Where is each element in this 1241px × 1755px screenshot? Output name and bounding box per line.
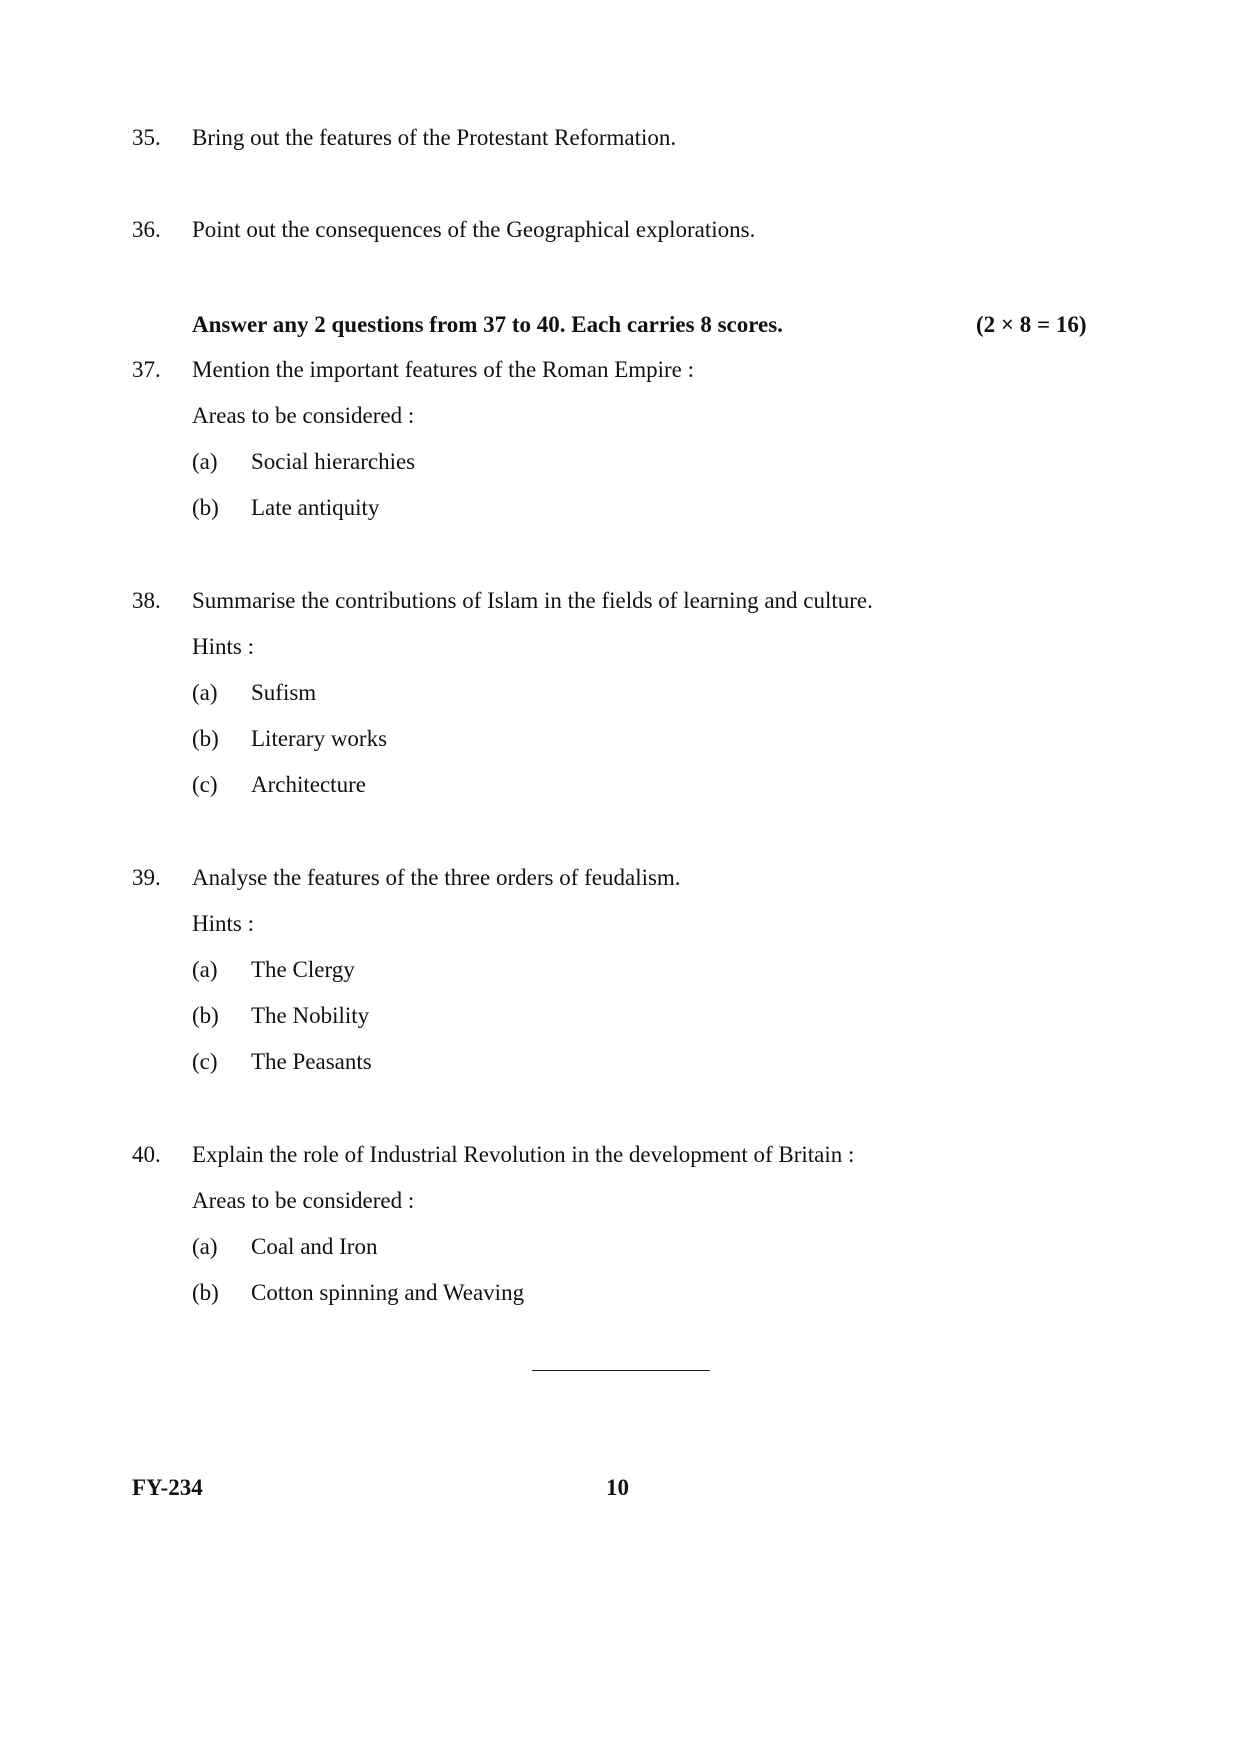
question-37-text: Mention the important features of the Roman Empire : — [192, 357, 695, 382]
question-38-number: 38. — [132, 588, 161, 613]
question-37-number: 37. — [132, 357, 161, 382]
question-37-item-a-letter: (a) — [192, 449, 218, 474]
question-38-item-b-text: Literary works — [251, 726, 388, 751]
question-40-item-b-letter: (b) — [192, 1280, 219, 1305]
question-40-number: 40. — [132, 1142, 161, 1167]
question-38-item-c-letter: (c) — [192, 772, 218, 797]
question-40-item-b-text: Cotton spinning and Weaving — [251, 1280, 525, 1305]
footer-page-number: 10 — [606, 1475, 629, 1500]
question-40-text: Explain the role of Industrial Revolution in the development of Britain : — [192, 1142, 855, 1167]
section-instruction: Answer any 2 questions from 37 to 40. Each carries 8 scores. — [192, 312, 783, 337]
footer-paper-code: FY-234 — [132, 1475, 203, 1500]
question-40-sublabel: Areas to be considered : — [192, 1188, 415, 1213]
end-rule-divider — [532, 1370, 710, 1371]
question-38-sublabel: Hints : — [192, 634, 254, 659]
question-39-item-c-letter: (c) — [192, 1049, 218, 1074]
question-37-item-b-text: Late antiquity — [251, 495, 380, 520]
question-39-number: 39. — [132, 865, 161, 890]
question-39-text: Analyse the features of the three orders of feudalism. — [192, 865, 681, 890]
question-39-item-a-text: The Clergy — [251, 957, 355, 982]
question-38-item-a-text: Sufism — [251, 680, 317, 705]
question-36-text: Point out the consequences of the Geographical explorations. — [192, 217, 756, 242]
question-35-number: 35. — [132, 125, 161, 150]
question-39-sublabel: Hints : — [192, 911, 254, 936]
question-40-item-a-text: Coal and Iron — [251, 1234, 378, 1259]
question-38-item-a-letter: (a) — [192, 680, 218, 705]
question-40-item-a-letter: (a) — [192, 1234, 218, 1259]
question-38-item-b-letter: (b) — [192, 726, 219, 751]
question-39-item-b-letter: (b) — [192, 1003, 219, 1028]
question-37-item-b-letter: (b) — [192, 495, 219, 520]
question-39-item-a-letter: (a) — [192, 957, 218, 982]
question-38-item-c-text: Architecture — [251, 772, 366, 797]
question-37-item-a-text: Social hierarchies — [251, 449, 416, 474]
question-39-item-c-text: The Peasants — [251, 1049, 372, 1074]
question-38-text: Summarise the contributions of Islam in the fields of learning and culture. — [192, 588, 873, 613]
question-37-sublabel: Areas to be considered : — [192, 403, 415, 428]
question-36-number: 36. — [132, 217, 161, 242]
question-35-text: Bring out the features of the Protestant Reformation. — [192, 125, 677, 150]
question-39-item-b-text: The Nobility — [251, 1003, 370, 1028]
section-marks: (2 × 8 = 16) — [976, 312, 1087, 337]
